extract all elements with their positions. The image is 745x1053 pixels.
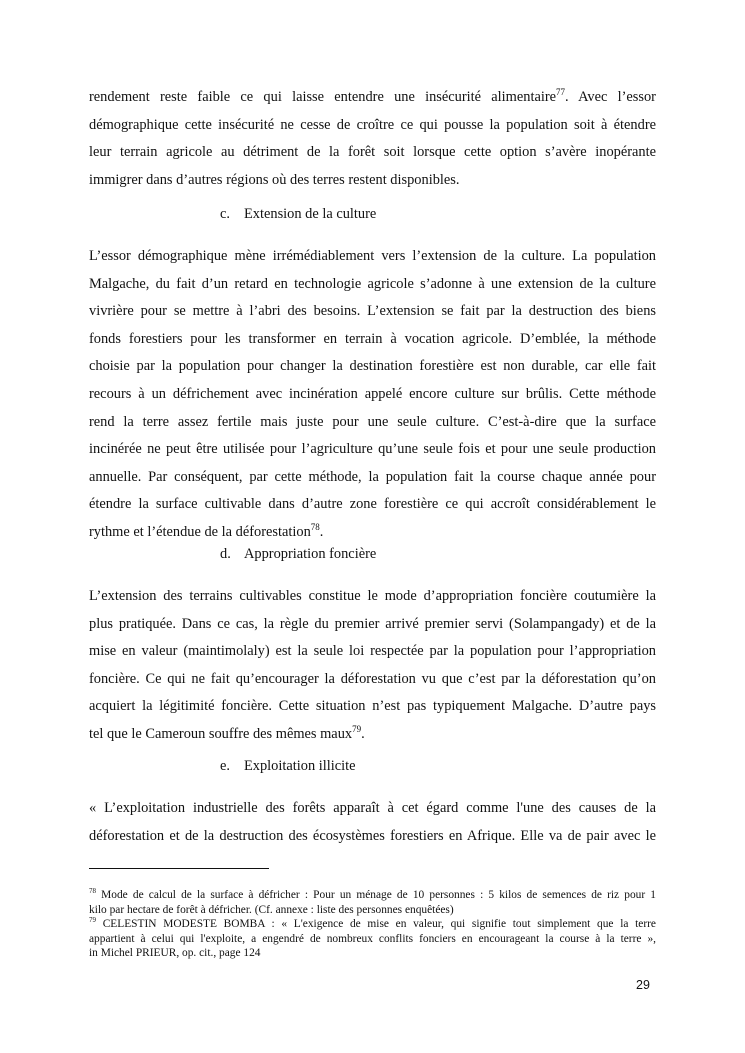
footnote-line: appartient à celui qui l'exploite, a engendré de nombreux conflits fonciers en encourageant la course à la terre »,	[89, 932, 656, 945]
text-line: « L’exploitation industrielle des forêts apparaît à cet égard comme l'une des causes de la	[89, 800, 656, 816]
text-line: L’extension des terrains cultivables constitue le mode d’appropriation foncière coutumière la	[89, 588, 656, 604]
text-line: démographique cette insécurité ne cesse de croître ce qui pousse la population soit à étendre	[89, 116, 656, 133]
footnote-line: kilo par hectare de forêt à défricher. (Cf. annexe : liste des personnes enquêtées)	[89, 903, 454, 916]
section-heading-e	[220, 758, 356, 775]
text-line: incinérée ne peut être utilisée pour l’agriculture qu’une seule fois et pour une seule production	[89, 441, 656, 458]
footnote-line: in Michel PRIEUR, op. cit., page 124	[89, 947, 261, 960]
footnote-79	[89, 917, 656, 961]
footnote-78	[89, 888, 656, 917]
section-heading-c	[220, 206, 376, 223]
footnote-line: $^{78}$ Mode de calcul de la surface à défricher : Pour un ménage de 10 personnes : 5 kilos de semences de riz pour 1	[89, 887, 656, 901]
text-line: choisie par la population pour changer la destination forestière est non durable, car elle fait	[89, 358, 656, 375]
heading-text: Extension de la culture	[244, 206, 377, 222]
text-line: fonds forestiers pour les transformer en terrain à vocation agricole. D’emblée, la méthode	[89, 330, 656, 347]
heading-label: c.	[220, 206, 230, 222]
text-line: mise en valeur (maintimolaly) est la seule loi respectée par la population pour l’appropriation	[89, 643, 656, 660]
paragraph-food-insecurity	[89, 84, 656, 194]
footnote-ref-79: 79	[352, 724, 362, 735]
text-line: déforestation et de la destruction des écosystèmes forestiers en Afrique. Elle va de pair avec le	[89, 827, 656, 844]
text-line: tel que le Cameroun souffre des mêmes maux$^{79}$.	[89, 724, 365, 742]
footnote-ref-77: 77	[556, 87, 566, 98]
heading-label: d.	[220, 546, 231, 562]
page-number: 29	[636, 978, 650, 992]
footnote-number: 78	[89, 887, 96, 896]
heading-text: Exploitation illicite	[244, 758, 356, 774]
heading-text: Appropriation foncière	[244, 546, 377, 562]
footnote-separator	[89, 868, 269, 869]
paragraph-illegal-logging	[89, 795, 656, 850]
text-line: étendre la surface cultivable dans d’autre zone forestière ce qui accroît considérablement le	[89, 496, 656, 513]
text-line: L’essor démographique mène irrémédiablement vers l’extension de la culture. La population	[89, 248, 656, 264]
text-line: acquiert la légitimité foncière. Cette situation n’est pas typiquement Malgache. D’autre pays	[89, 698, 656, 715]
text-line: leur terrain agricole au détriment de la forêt soit lorsque cette option s’avère inopérante	[89, 144, 656, 161]
text-line: plus pratiquée. Dans ce cas, la règle du premier arrivé premier servi (Solampangady) et de la	[89, 615, 656, 632]
text-line: foncière. Ce qui ne fait qu’encourager la déforestation vu que c’est par la déforestation qu’on	[89, 670, 656, 687]
text-line: rendement reste faible ce qui laisse entendre une insécurité alimentaire$^{77}$. Avec l’essor	[89, 87, 656, 105]
section-heading-d	[220, 546, 376, 563]
footnote-line: $^{79}$ CELESTIN MODESTE BOMBA : « L'exigence de mise en valeur, qui signifie tout simplement que la terre	[89, 916, 656, 930]
footnote-ref-78: 78	[310, 522, 320, 533]
text-line: immigrer dans d’autres régions où des terres restent disponibles.	[89, 171, 460, 188]
paragraph-land-appropriation	[89, 583, 656, 749]
text-line: vivrière pour se mettre à l’abri des besoins. L’extension se fait par la destruction des biens	[89, 303, 656, 320]
text-line: annuelle. Par conséquent, par cette méthode, la population fait la course chaque année pour	[89, 468, 656, 485]
text-line: rend la terre assez fertile mais juste pour une seule culture. C’est-à-dire que la surface	[89, 413, 656, 430]
paragraph-extension-culture	[89, 243, 656, 547]
text-line: Malgache, du fait d’un retard en technologie agricole s’adonne à une extension de la culture	[89, 275, 656, 292]
text-line: recours à un défrichement avec incinération appelé encore culture sur brûlis. Cette méthode	[89, 385, 656, 402]
heading-label: e.	[220, 758, 230, 774]
text-line: rythme et l’étendue de la déforestation$^{78}$.	[89, 522, 324, 540]
footnote-number: 79	[89, 916, 96, 925]
